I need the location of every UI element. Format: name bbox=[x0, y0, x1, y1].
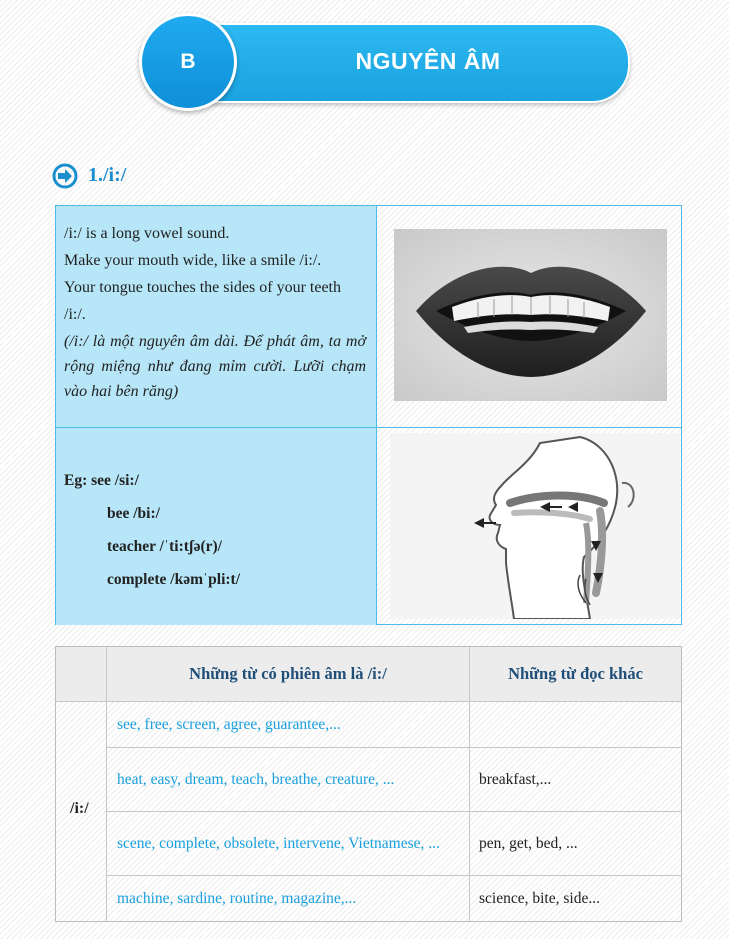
table-cell-other: science, bite, side... bbox=[479, 889, 600, 907]
phoneme-box bbox=[55, 205, 682, 625]
table-cell-other: breakfast,... bbox=[479, 770, 552, 788]
description-vietnamese: (/i:/ là một nguyên âm dài. Để phát âm, ta mở rộng miệng như đang mỉm cười. Lưỡi chạm vào hai bên răng) bbox=[64, 333, 366, 400]
table-header-same: Những từ có phiên âm là /i:/ bbox=[107, 647, 469, 701]
example-item: teacher /ˈti:tʃə(r)/ bbox=[107, 538, 222, 555]
arrow-circle-icon bbox=[52, 163, 78, 189]
words-table bbox=[55, 646, 682, 922]
row-label: /i:/ bbox=[70, 800, 89, 817]
table-cell-same: see, free, screen, agree, guarantee,... bbox=[117, 715, 341, 733]
section-letter-badge: B bbox=[139, 13, 237, 111]
table-header-other: Những từ đọc khác bbox=[470, 647, 681, 701]
table-cell-other bbox=[479, 702, 674, 747]
table-cell-other: pen, get, bed, ... bbox=[479, 834, 578, 852]
examples-list bbox=[64, 464, 240, 596]
header-title: NGUYÊN ÂM bbox=[355, 47, 501, 74]
description-line: /i:/ is a long vowel sound. bbox=[64, 225, 230, 242]
description-line: Make your mouth wide, like a smile /i:/. bbox=[64, 252, 322, 269]
table-cell-same: machine, sardine, routine, magazine,... bbox=[117, 889, 357, 907]
description-line: Your tongue touches the sides of your teeth /i:/. bbox=[64, 279, 341, 323]
example-item: bee /bi:/ bbox=[107, 505, 160, 522]
mouth-diagram bbox=[390, 433, 680, 619]
mouth-photo bbox=[394, 229, 667, 401]
table-cell-same: heat, easy, dream, teach, breathe, creature, ... bbox=[117, 770, 395, 788]
table-corner-header bbox=[56, 647, 106, 701]
section-title: 1./i:/ bbox=[88, 164, 127, 186]
example-item: complete /kəmˈpli:t/ bbox=[107, 571, 241, 588]
description-text bbox=[64, 220, 366, 404]
table-cell-same: scene, complete, obsolete, intervene, Vietnamese, ... bbox=[117, 834, 440, 852]
example-item: Eg: see /si:/ bbox=[64, 472, 139, 489]
